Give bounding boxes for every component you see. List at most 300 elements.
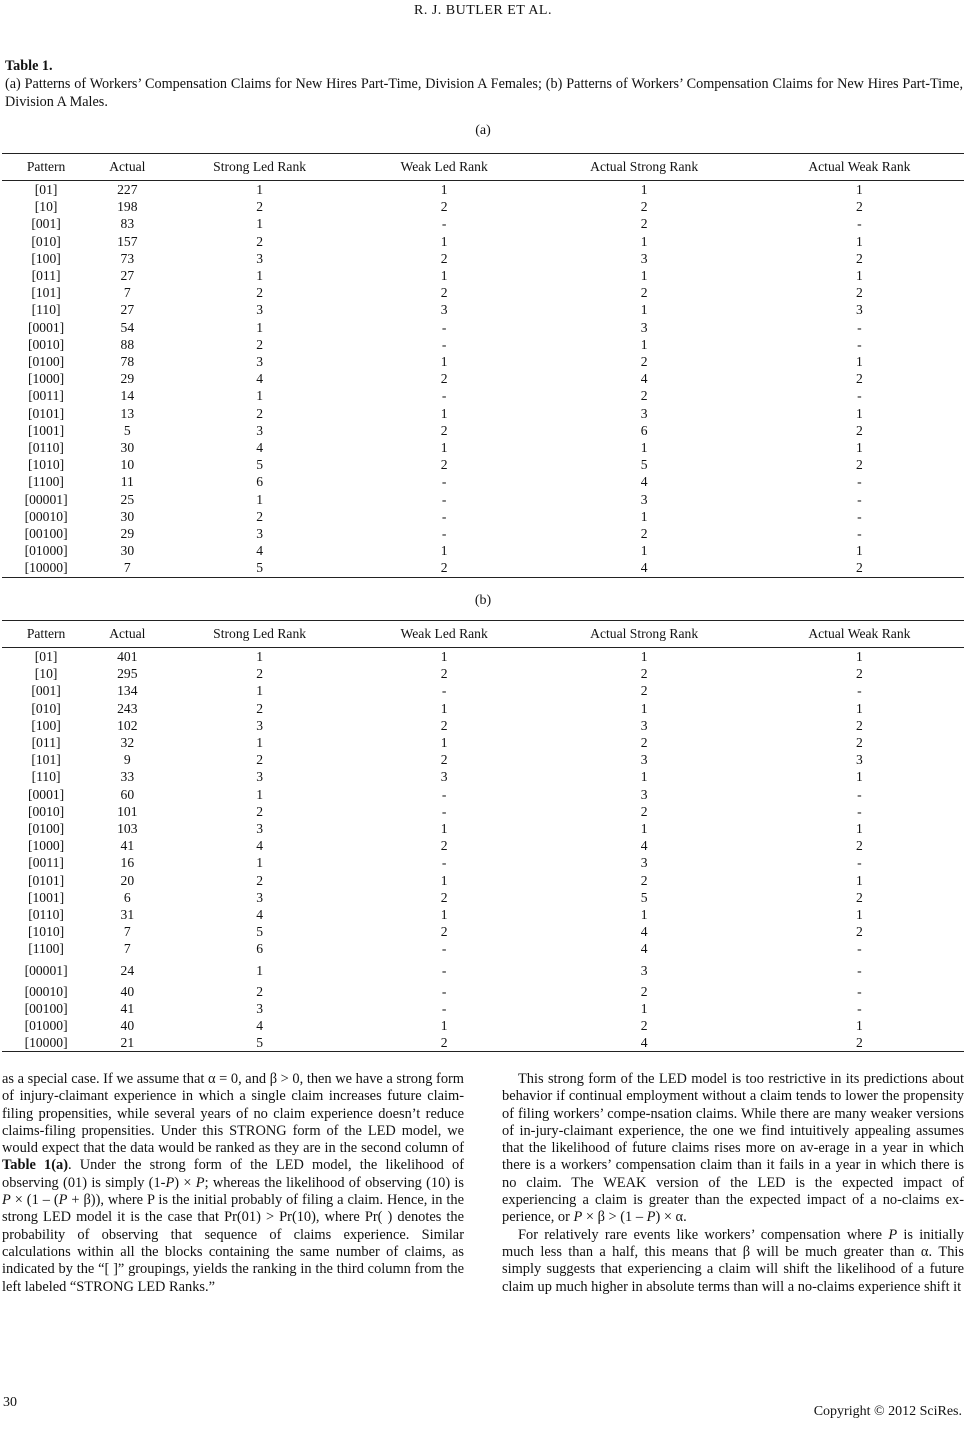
cell-strong-led-rank: 3 [256, 717, 264, 733]
cell-weak-led-rank: 1 [440, 440, 448, 456]
cell-actual-weak-rank: 2 [855, 717, 863, 733]
cell-actual: 7 [123, 941, 131, 957]
cell-weak-led-rank: 2 [440, 889, 448, 905]
cell-actual: 6 [123, 889, 131, 905]
column-header-pattern: Pattern [2, 154, 90, 181]
running-head: R. J. BUTLER ET AL. [414, 3, 552, 18]
table-row [2, 803, 964, 820]
table-row [2, 940, 964, 957]
cell-actual: 32 [120, 735, 135, 751]
cell-strong-led-rank: 4 [256, 543, 264, 559]
cell-actual-strong-rank: 4 [534, 1034, 755, 1052]
cell-strong-led-rank: 2 [256, 983, 264, 999]
cell-actual-weak-rank: 2 [855, 250, 863, 266]
table-row [2, 525, 964, 542]
cell-actual-strong-rank: 3 [640, 855, 648, 871]
cell-strong-led-rank: 2 [256, 405, 264, 421]
cell-weak-led-rank: 2 [440, 285, 448, 301]
column-header-strong-led-rank: Strong Led Rank [164, 154, 354, 181]
cell-actual-weak-rank: 2 [855, 285, 863, 301]
cell-actual: 41 [120, 838, 135, 854]
cell-actual-strong-rank: 3 [640, 250, 648, 266]
cell-actual-weak-rank: 1 [855, 649, 863, 664]
cell-strong-led-rank: 1 [256, 216, 264, 232]
column-header-actual: Actual [90, 154, 164, 181]
cell-weak-led-rank: 3 [440, 302, 448, 318]
cell-actual-strong-rank: 1 [640, 821, 648, 837]
cell-pattern: [001] [31, 216, 61, 232]
cell-weak-led-rank: 1 [440, 735, 448, 751]
cell-actual-strong-rank: 3 [640, 405, 648, 421]
cell-weak-led-rank: - [441, 508, 447, 524]
caption-text: (a) Patterns of Workers’ Compensation Claims for New Hires Part-Time, Division A Females; (b) Patterns of Workers’ Compensation Claims for New Hires Part-Time, Division A Males. [5, 76, 963, 110]
cell-strong-led-rank: 2 [256, 199, 264, 215]
cell-actual: 243 [117, 700, 138, 716]
cell-actual: 21 [90, 1034, 164, 1052]
cell-actual-strong-rank: 4 [534, 559, 755, 577]
cell-actual-strong-rank: 3 [640, 491, 648, 507]
table-row [2, 854, 964, 871]
table-a [2, 153, 964, 578]
table-row [2, 983, 964, 1000]
cell-strong-led-rank: 2 [256, 336, 264, 352]
table-row [2, 872, 964, 889]
cell-weak-led-rank: 1 [440, 543, 448, 559]
cell-actual: 14 [120, 388, 135, 404]
cell-actual-weak-rank: - [857, 1000, 862, 1016]
cell-pattern: [1001] [27, 889, 65, 905]
table-row [2, 405, 964, 422]
cell-weak-led-rank: - [441, 336, 447, 352]
cell-actual-weak-rank: 2 [855, 422, 863, 438]
cell-pattern: [1010] [27, 457, 65, 473]
cell-actual-weak-rank: 1 [855, 1018, 863, 1034]
table-row [2, 665, 964, 682]
table-row [2, 370, 964, 387]
cell-pattern: [100] [31, 717, 61, 733]
cell-actual: 102 [117, 717, 138, 733]
cell-strong-led-rank: 3 [256, 422, 264, 438]
cell-pattern: [0110] [28, 907, 64, 923]
cell-actual: 401 [117, 649, 138, 664]
cell-strong-led-rank: 4 [256, 838, 264, 854]
cell-actual: 30 [120, 508, 135, 524]
cell-actual-weak-rank: - [857, 803, 862, 819]
cell-weak-led-rank: 2 [440, 422, 448, 438]
cell-pattern: [110] [31, 302, 61, 318]
cell-pattern: [0001] [27, 786, 65, 802]
cell-weak-led-rank: - [441, 855, 447, 871]
cell-strong-led-rank: 6 [256, 941, 264, 957]
cell-actual: 198 [117, 199, 138, 215]
table-row [2, 958, 964, 983]
cell-weak-led-rank: 1 [440, 1018, 448, 1034]
cell-strong-led-rank: 6 [256, 474, 264, 490]
cell-actual-strong-rank: 2 [640, 666, 648, 682]
column-header-weak-led-rank: Weak Led Rank [355, 621, 534, 648]
cell-actual: 29 [120, 371, 135, 387]
cell-actual-strong-rank: 2 [640, 199, 648, 215]
cell-strong-led-rank: 1 [256, 786, 264, 802]
cell-pattern: [1100] [28, 474, 64, 490]
cell-actual: 30 [120, 543, 135, 559]
cell-strong-led-rank: 2 [256, 803, 264, 819]
page-number: 30 [3, 1395, 17, 1410]
cell-actual: 10 [120, 457, 135, 473]
cell-actual: 33 [120, 769, 135, 785]
cell-actual: 227 [117, 182, 138, 197]
table-row [2, 768, 964, 785]
cell-pattern: [0011] [28, 388, 64, 404]
right-column-text [502, 1071, 964, 1296]
cell-pattern: [1000] [27, 838, 65, 854]
cell-actual-weak-rank: 1 [855, 543, 863, 559]
cell-strong-led-rank: 5 [164, 1034, 354, 1052]
copyright-notice: Copyright © 2012 SciRes. [813, 1404, 962, 1419]
cell-strong-led-rank: 2 [256, 872, 264, 888]
cell-actual-weak-rank: - [857, 388, 862, 404]
cell-pattern: [10000] [2, 1034, 90, 1052]
cell-actual-weak-rank: - [857, 983, 862, 999]
cell-actual: 78 [120, 354, 135, 370]
cell-actual-strong-rank: 2 [640, 354, 648, 370]
column-header-actual-weak-rank: Actual Weak Rank [755, 154, 964, 181]
cell-actual-weak-rank: 2 [855, 838, 863, 854]
cell-actual-weak-rank: 2 [855, 889, 863, 905]
cell-weak-led-rank: 2 [440, 250, 448, 266]
cell-weak-led-rank: - [441, 962, 447, 978]
left-column-text [2, 1071, 464, 1296]
table-caption [5, 57, 963, 111]
cell-pattern: [10] [34, 666, 58, 682]
cell-actual-weak-rank: 2 [755, 559, 964, 577]
cell-pattern: [10000] [2, 559, 90, 577]
cell-actual-weak-rank: - [857, 319, 862, 335]
table-a-label: (a) [475, 123, 491, 138]
cell-actual-weak-rank: 3 [855, 302, 863, 318]
cell-actual-strong-rank: 1 [640, 508, 648, 524]
cell-actual-strong-rank: 4 [640, 924, 648, 940]
cell-actual-strong-rank: 2 [640, 983, 648, 999]
cell-actual: 24 [120, 962, 135, 978]
cell-actual: 27 [120, 302, 135, 318]
column-header-weak-led-rank: Weak Led Rank [355, 154, 534, 181]
cell-pattern: [01] [34, 182, 58, 197]
table-row [2, 1034, 964, 1052]
cell-actual-strong-rank: 3 [640, 717, 648, 733]
cell-pattern: [1001] [27, 422, 65, 438]
cell-actual: 7 [123, 924, 131, 940]
cell-pattern: [110] [31, 769, 61, 785]
cell-weak-led-rank: 1 [440, 233, 448, 249]
table-row [2, 250, 964, 267]
cell-actual: 30 [120, 440, 135, 456]
cell-weak-led-rank: - [441, 319, 447, 335]
cell-actual: 16 [120, 855, 135, 871]
table-row [2, 820, 964, 837]
cell-pattern: [00010] [24, 983, 68, 999]
cell-actual-weak-rank: 1 [855, 700, 863, 716]
cell-pattern: [01000] [24, 1018, 68, 1034]
cell-strong-led-rank: 2 [256, 752, 264, 768]
cell-actual-strong-rank: 2 [640, 285, 648, 301]
cell-pattern: [1100] [28, 941, 64, 957]
cell-weak-led-rank: 1 [440, 907, 448, 923]
cell-pattern: [00001] [24, 491, 68, 507]
right-paragraph-2: For relatively rare events like workers’ compensation where P is initially much less than a half, this means that β will be much greater than α. This simply suggests that experiencing a claim will shift the likelihood of a future claim up much higher in absolute terms than will a no-claims experience shift it [502, 1226, 965, 1295]
cell-strong-led-rank: 3 [256, 526, 264, 542]
cell-actual: 41 [120, 1000, 135, 1016]
cell-strong-led-rank: 5 [256, 924, 264, 940]
cell-weak-led-rank: - [441, 803, 447, 819]
cell-actual-weak-rank: 1 [855, 354, 863, 370]
cell-actual-weak-rank: - [857, 508, 862, 524]
cell-pattern: [0100] [27, 354, 65, 370]
table-row [2, 648, 964, 666]
cell-strong-led-rank: 5 [256, 457, 264, 473]
cell-pattern: [101] [31, 752, 61, 768]
table-row [2, 700, 964, 717]
cell-pattern: [0110] [28, 440, 64, 456]
table-row [2, 1017, 964, 1034]
table-row [2, 456, 964, 473]
cell-strong-led-rank: 1 [256, 491, 264, 507]
table-row [2, 267, 964, 284]
cell-pattern: [011] [31, 735, 61, 751]
cell-strong-led-rank: 3 [256, 1000, 264, 1016]
cell-actual-strong-rank: 1 [640, 543, 648, 559]
cell-strong-led-rank: 3 [256, 821, 264, 837]
cell-weak-led-rank: - [441, 786, 447, 802]
cell-actual-strong-rank: 1 [640, 182, 648, 197]
cell-actual: 134 [117, 683, 138, 699]
cell-actual-weak-rank: 1 [855, 440, 863, 456]
cell-actual: 54 [120, 319, 135, 335]
table-row [2, 233, 964, 250]
cell-strong-led-rank: 3 [256, 354, 264, 370]
cell-strong-led-rank: 3 [256, 889, 264, 905]
cell-actual-weak-rank: 2 [855, 735, 863, 751]
cell-weak-led-rank: 2 [355, 559, 534, 577]
cell-actual-strong-rank: 1 [640, 302, 648, 318]
cell-actual-weak-rank: 1 [855, 872, 863, 888]
table-row [2, 889, 964, 906]
cell-pattern: [0010] [27, 803, 65, 819]
cell-actual-weak-rank: - [857, 474, 862, 490]
cell-strong-led-rank: 1 [256, 649, 264, 664]
cell-actual: 40 [120, 1018, 135, 1034]
cell-actual-weak-rank: - [857, 941, 862, 957]
table-row [2, 491, 964, 508]
cell-actual-strong-rank: 3 [640, 962, 648, 978]
cell-pattern: [0101] [27, 405, 65, 421]
cell-actual: 27 [120, 268, 135, 284]
cell-strong-led-rank: 1 [256, 855, 264, 871]
table-row [2, 542, 964, 559]
table-row [2, 319, 964, 336]
cell-actual: 103 [117, 821, 138, 837]
cell-actual-strong-rank: 5 [640, 889, 648, 905]
cell-strong-led-rank: 1 [256, 683, 264, 699]
cell-weak-led-rank: 2 [440, 371, 448, 387]
cell-actual-strong-rank: 6 [640, 422, 648, 438]
cell-pattern: [00010] [24, 508, 68, 524]
cell-actual: 29 [120, 526, 135, 542]
cell-actual: 101 [117, 803, 138, 819]
table-row [2, 837, 964, 854]
cell-weak-led-rank: 3 [440, 769, 448, 785]
column-header-actual-weak-rank: Actual Weak Rank [755, 621, 964, 648]
cell-actual-weak-rank: 1 [855, 769, 863, 785]
cell-pattern: [0011] [28, 855, 64, 871]
cell-weak-led-rank: - [441, 983, 447, 999]
cell-weak-led-rank: 1 [440, 354, 448, 370]
cell-actual: 295 [117, 666, 138, 682]
cell-actual-weak-rank: 1 [855, 268, 863, 284]
cell-actual-strong-rank: 2 [640, 872, 648, 888]
cell-actual-strong-rank: 2 [640, 216, 648, 232]
cell-actual-strong-rank: 1 [640, 907, 648, 923]
cell-actual-strong-rank: 1 [640, 440, 648, 456]
table-row [2, 786, 964, 803]
cell-strong-led-rank: 2 [256, 285, 264, 301]
column-header-actual-strong-rank: Actual Strong Rank [534, 621, 755, 648]
table-row [2, 717, 964, 734]
table-row [2, 473, 964, 490]
table-row [2, 906, 964, 923]
cell-actual: 40 [120, 983, 135, 999]
cell-actual-strong-rank: 4 [640, 941, 648, 957]
table-row [2, 682, 964, 699]
cell-actual-weak-rank: 1 [855, 233, 863, 249]
column-header-strong-led-rank: Strong Led Rank [164, 621, 354, 648]
cell-strong-led-rank: 4 [256, 440, 264, 456]
cell-pattern: [0001] [27, 319, 65, 335]
cell-actual-strong-rank: 4 [640, 474, 648, 490]
cell-pattern: [001] [31, 683, 61, 699]
cell-actual-strong-rank: 2 [640, 388, 648, 404]
cell-actual-strong-rank: 1 [640, 769, 648, 785]
cell-strong-led-rank: 4 [256, 907, 264, 923]
cell-actual: 88 [120, 336, 135, 352]
right-paragraph-1: This strong form of the LED model is too restrictive in its predictions about behavior if continual employment without a claim tends to lower the propensity of filing workers’ compe-nsation claims. While there are many weaker versions of in-jury-claimant experience, the one we find intuitively appealing assumes that the likelihood of future claims rises more on av-erage in a year in which there is a workers’ compensation claim than it fails in a year in which there is no claim. The WEAK version of the LED is the expected impact of experiencing a claim is greater than the expected impact of a no-claims ex-perience, or P × β > (1 – P) × α. [502, 1071, 964, 1226]
cell-actual-weak-rank: 1 [855, 821, 863, 837]
cell-weak-led-rank: 1 [440, 182, 448, 197]
cell-actual-weak-rank: - [857, 336, 862, 352]
cell-actual-strong-rank: 1 [640, 649, 648, 664]
cell-pattern: [00100] [24, 1000, 68, 1016]
column-header-actual: Actual [90, 621, 164, 648]
cell-actual-strong-rank: 4 [640, 838, 648, 854]
cell-actual: 73 [120, 250, 135, 266]
cell-strong-led-rank: 3 [256, 250, 264, 266]
cell-actual-weak-rank: 2 [855, 371, 863, 387]
cell-actual: 5 [123, 422, 131, 438]
cell-actual-strong-rank: 1 [640, 268, 648, 284]
cell-pattern: [010] [31, 700, 61, 716]
cell-actual-weak-rank: - [857, 962, 862, 978]
table-b-label: (b) [474, 593, 492, 608]
cell-actual-strong-rank: 2 [640, 526, 648, 542]
cell-actual: 13 [120, 405, 135, 421]
cell-strong-led-rank: 1 [256, 388, 264, 404]
cell-weak-led-rank: - [441, 474, 447, 490]
cell-strong-led-rank: 2 [256, 233, 264, 249]
cell-weak-led-rank: - [441, 941, 447, 957]
cell-strong-led-rank: 5 [164, 559, 354, 577]
cell-pattern: [10] [34, 199, 58, 215]
cell-actual: 83 [120, 216, 135, 232]
cell-actual: 25 [120, 491, 135, 507]
caption-label: Table 1. [5, 58, 53, 74]
cell-actual-weak-rank: 2 [855, 457, 863, 473]
cell-weak-led-rank: - [441, 526, 447, 542]
cell-actual: 20 [120, 872, 135, 888]
cell-weak-led-rank: - [441, 491, 447, 507]
table-row [2, 301, 964, 318]
cell-weak-led-rank: - [441, 388, 447, 404]
cell-weak-led-rank: 1 [440, 405, 448, 421]
table-row [2, 198, 964, 215]
cell-actual-weak-rank: 1 [855, 182, 863, 197]
cell-weak-led-rank: 1 [440, 700, 448, 716]
cell-strong-led-rank: 1 [256, 268, 264, 284]
cell-actual-weak-rank: 2 [855, 199, 863, 215]
table-a-body [2, 181, 964, 578]
table-b [2, 620, 964, 1052]
cell-actual-strong-rank: 1 [640, 700, 648, 716]
cell-pattern: [0101] [27, 872, 65, 888]
cell-strong-led-rank: 1 [256, 735, 264, 751]
cell-weak-led-rank: - [441, 683, 447, 699]
cell-weak-led-rank: 2 [440, 666, 448, 682]
cell-actual-strong-rank: 3 [640, 319, 648, 335]
cell-actual-strong-rank: 2 [640, 1018, 648, 1034]
table-row [2, 422, 964, 439]
table-row [2, 215, 964, 232]
cell-weak-led-rank: 1 [440, 872, 448, 888]
cell-actual-strong-rank: 1 [640, 233, 648, 249]
cell-weak-led-rank: 2 [440, 199, 448, 215]
cell-actual-strong-rank: 2 [640, 735, 648, 751]
cell-weak-led-rank: 1 [440, 821, 448, 837]
cell-strong-led-rank: 1 [256, 182, 264, 197]
column-header-actual-strong-rank: Actual Strong Rank [534, 154, 755, 181]
cell-actual: 7 [123, 285, 131, 301]
cell-pattern: [01000] [24, 543, 68, 559]
cell-actual-weak-rank: 2 [855, 666, 863, 682]
cell-pattern: [0010] [27, 336, 65, 352]
cell-pattern: [101] [31, 285, 61, 301]
cell-weak-led-rank: - [441, 216, 447, 232]
cell-actual-weak-rank: 2 [855, 924, 863, 940]
table-row [2, 181, 964, 199]
cell-actual-weak-rank: - [857, 855, 862, 871]
cell-actual: 157 [117, 233, 138, 249]
cell-weak-led-rank: 2 [440, 457, 448, 473]
cell-pattern: [1010] [27, 924, 65, 940]
cell-weak-led-rank: 2 [440, 924, 448, 940]
left-paragraph: as a special case. If we assume that α = 0, and β > 0, then we have a strong form of injury-claimant experience in which a single claim increases future claim-filing propensities, while several years of no claim experience doesn’t reduce claims-filing propensities. Under this STRONG form of the LED model, we would expect that the data would be ranked as they are in the second column of Table 1(a). Under the strong form of the LED model, the likelihood of observing (01) is simply (1-P) × P; whereas the likelihood of observing (10) is P × (1 – (P + β)), where P is the initial probably of filing a claim. Hence, in the strong LED model it is the case that Pr(01) > Pr(10), where Pr( ) denotes the probability of observing that sequence of claims experience. Similar calculations within all the blocks containing the same number of claims, as indicated by the “[ ]” groupings, yields the ranking in the third column from the left labeled “STRONG LED Ranks.” [2, 1071, 465, 1295]
table-row [2, 353, 964, 370]
cell-actual: 11 [120, 474, 134, 490]
table-row [2, 734, 964, 751]
cell-weak-led-rank: - [441, 1000, 447, 1016]
table-b-body [2, 648, 964, 1052]
cell-actual-strong-rank: 2 [640, 683, 648, 699]
cell-strong-led-rank: 4 [256, 371, 264, 387]
cell-actual-weak-rank: - [857, 786, 862, 802]
